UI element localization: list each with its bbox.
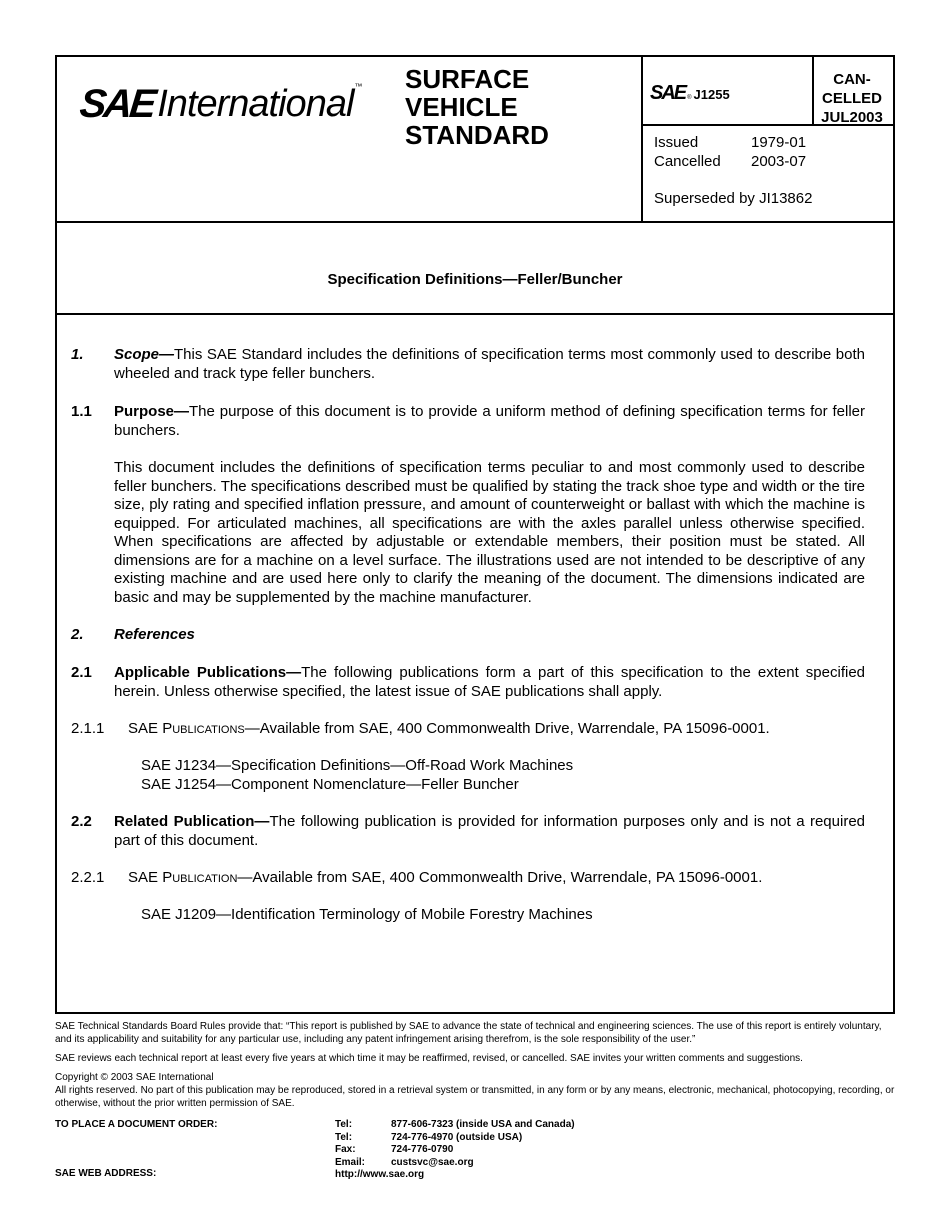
reference-item: SAE J1254—Component Nomenclature—Feller Buncher — [141, 775, 519, 793]
header-divider — [55, 221, 895, 223]
doc-type-line-3: STANDARD — [405, 120, 549, 150]
contact-row: Email: custsvc@sae.org — [335, 1156, 474, 1168]
doc-type-line-1: SURFACE — [405, 64, 530, 94]
email-link[interactable]: custsvc@sae.org — [391, 1156, 474, 1168]
document-number: J1255 — [693, 87, 730, 102]
section-text: —Available from SAE, 400 Commonwealth Drive, Warrendale, PA 15096-0001. — [237, 869, 763, 886]
board-rules-notice: SAE Technical Standards Board Rules provide that: “This report is published by SAE to advance the state of technical and engineering sciences. The use of this report is entirely voluntary, and its applicability and suitability for any particular use, including any patent infringement arising therefrom, is the sole responsibility of the user.” — [55, 1021, 882, 1045]
section-number: 2.2 — [71, 813, 92, 830]
superseded-note: Superseded by JI13862 — [654, 190, 813, 207]
section-text: —Available from SAE, 400 Commonwealth Drive, Warrendale, PA 15096-0001. — [244, 720, 770, 737]
section-number: 2.1 — [71, 664, 92, 681]
web-address-label: SAE WEB ADDRESS: — [55, 1168, 157, 1179]
trademark-mark: ™ — [354, 82, 363, 91]
paragraph-text: This document includes the definitions of specification terms peculiar to and most commonly used to describe feller bunchers. The specifications described must be qualified by stating the track shoe type and width or the tire size, ply rating and specified inflation pressure, and amount of counterweight or ballast with which the machine is equipped. For articulated machines, all specifications are with the axles parallel unless otherwise specified. When specifications are affected by adjustable or extendable members, their position must be stated. All dimensions are for a machine on a level surface. The illustrations used are not intended to be descriptive of any existing machine and are used here only to clarify the meaning of the document. The dimensions indicated are basic and may be supplemented by the machine manufacturer. — [114, 459, 865, 606]
logo-word: International — [157, 83, 354, 125]
issue-dates — [654, 133, 806, 171]
section-number: 2. — [71, 626, 84, 643]
document-body: 1. Scope—This SAE Standard includes the definitions of specification terms most commonly used to describe both wheeled and track type feller bunchers. 1.1 Purpose—The purpose of this document is to provide a uniform method of defining specification terms for feller bunchers. This document includes the definitions of specification terms peculiar to and most commonly used to describe feller bunchers. The specifications described must be qualified by stating the track shoe type and width or the tire size, ply rating and specified inflation pressure, and amount of counterweight or ballast with which the machine is equipped. For articulated machines, all specifications are with the axles parallel unless otherwise specified. When specifications are affected by adjustable or extendable members, their position must be stated. All dimensions are for a machine on a level surface. The illustrations used are not intended to be descriptive of any existing machine and are used here only to clarify the meaning of the document. The dimensions indicated are basic and may be supplemented by the machine manufacturer. 2. References 2.1 Applicable Publications—The following publications form a part of this specification to the extent specified herein. Unless otherwise specified, the latest issue of SAE publications shall apply. 2.1.1 SAE Publications—Available from SAE, 400 Commonwealth Drive, Warrendale, PA 15096-0001. SAE J1234—Specification Definitions—Off-Road Work Machines SAE J1254—Component Nomenclature—Feller Buncher 2.2 Related Publication—The following publication is provided for information purposes only and is not a required part of this document. 2.2.1 SAE Publication—Available from SAE, 400 Commonwealth Drive, Warrendale, PA 15096-0001. SAE J1209—Identification Terminology of Mobile Forestry Machines — [71, 346, 866, 923]
issued-value: 1979-01 — [751, 134, 807, 151]
rights-notice: All rights reserved. No part of this publication may be reproduced, stored in a retrieval system or transmitted, in any form or by any means, electronic, mechanical, photocopying, recording, or otherwise, without the prior written permission of SAE. — [55, 1085, 895, 1109]
web-address-link[interactable]: http://www.sae.org — [335, 1169, 425, 1180]
issued-label: Issued — [654, 134, 699, 151]
fax-number: 724-776-0790 — [391, 1144, 454, 1155]
review-notice: SAE reviews each technical report at least every five years at which time it may be reaffirmed, revised, or cancelled. SAE invites your written comments and suggestions. — [55, 1053, 803, 1064]
small-caps-heading: Publications — [162, 720, 245, 737]
phone-link[interactable]: 724-776-4970 (outside USA) — [391, 1131, 523, 1143]
contact-row: Fax: 724-776-0790 — [335, 1144, 454, 1155]
order-label: TO PLACE A DOCUMENT ORDER: — [55, 1119, 218, 1130]
section-text: This SAE Standard includes the definitions of specification terms most commonly used to describe both wheeled and track type feller bunchers. — [114, 346, 865, 382]
section-heading: References — [114, 626, 195, 643]
header-column-divider — [641, 55, 643, 223]
copyright-line: Copyright © 2003 SAE International — [55, 1072, 214, 1083]
small-sae-logo: SAE — [650, 82, 686, 104]
section-heading: Related Publication— — [114, 813, 270, 830]
cancellation-status — [812, 70, 892, 127]
section-number: 1. — [71, 346, 84, 363]
small-caps-heading: Publication — [162, 869, 238, 886]
registered-mark: ® — [687, 95, 692, 101]
contact-row: Tel: 877-606-7323 (inside USA and Canada) — [335, 1119, 575, 1130]
status-line-2: CELLED — [822, 90, 882, 107]
section-text: The purpose of this document is to provide a uniform method of defining specification terms for feller bunchers. — [114, 403, 865, 439]
section-number: 2.2.1 — [71, 869, 105, 886]
phone-link[interactable]: 877-606-7323 (inside USA and Canada) — [391, 1119, 575, 1130]
contact-row: Tel: 724-776-4970 (outside USA) — [335, 1131, 523, 1143]
section-heading: Purpose— — [114, 403, 190, 420]
section-number: 1.1 — [71, 403, 92, 420]
contact-list — [335, 1119, 575, 1182]
reference-item: SAE J1234—Specification Definitions—Off-Road Work Machines — [141, 757, 574, 774]
cancelled-label: Cancelled — [654, 153, 721, 170]
section-heading: Scope— — [114, 346, 175, 363]
document-number-block — [650, 82, 730, 105]
sae-international-logo — [77, 80, 363, 126]
section-number: 2.1.1 — [71, 720, 105, 737]
document-type — [405, 65, 549, 149]
title-divider — [55, 313, 895, 315]
document-title: Specification Definitions—Feller/Buncher — [327, 271, 623, 288]
status-line-3: JUL2003 — [821, 109, 883, 126]
section-text: The following publication is provided for information purposes only and is not a required part of this document. — [114, 813, 865, 849]
doc-type-line-2: VEHICLE — [405, 92, 518, 122]
status-line-1: CAN- — [833, 71, 871, 88]
reference-item: SAE J1209—Identification Terminology of Mobile Forestry Machines — [141, 906, 593, 923]
logo-brand: SAE — [77, 82, 156, 126]
section-heading: Applicable Publications— — [114, 664, 302, 681]
section-text: The following publications form a part of this specification to the extent specified herein. Unless otherwise specified, the latest issue of SAE publications shall apply. — [114, 664, 866, 700]
cancelled-value: 2003-07 — [751, 153, 807, 170]
